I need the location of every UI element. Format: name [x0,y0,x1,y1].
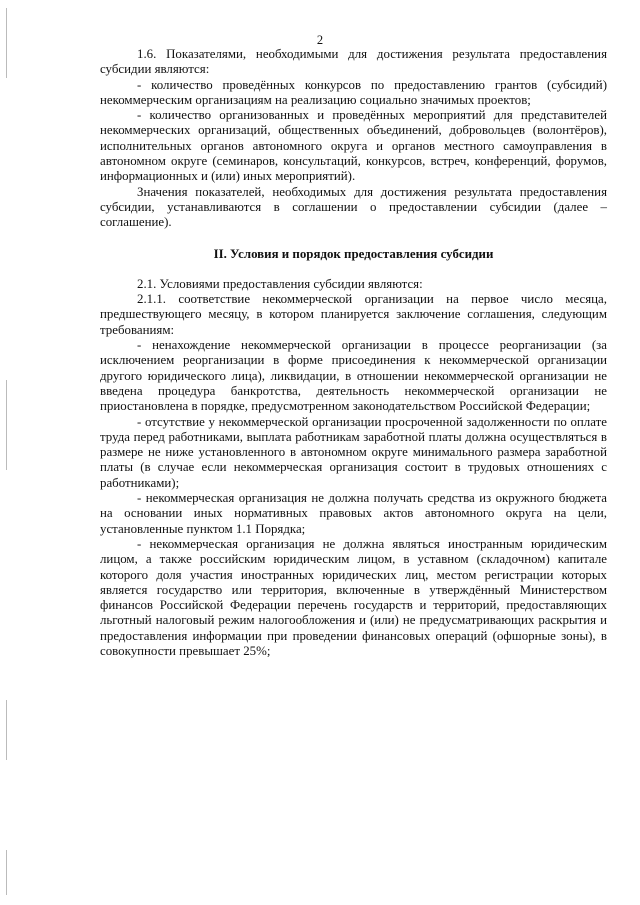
document-body [100,47,607,659]
paragraph-indicator-values: Значения показателей, необходимых для достижения результата предоставления субсидии, устанавливаются в соглашении о предоставлении субсидии (далее – соглашение). [100,184,607,230]
paragraph-1-6: 1.6. Показателями, необходимыми для достижения результата предоставления субсидии являются: [100,47,607,77]
list-item-events-count: - количество организованных и проведённых мероприятий для представителей некоммерческих организаций, общественных объединений, добровольцев (волонтёров), исполнительных органов автономного округа и органов местного самоуправления в автономном округе (семинаров, консультаций, конкурсов, встреч, конференций, форумов, информационных и (или) иных мероприятий). [100,108,607,184]
scan-edge-mark-bottom [6,850,7,895]
scan-edge-mark-middle [6,380,7,470]
list-item-contests-count: - количество проведённых конкурсов по предоставлению грантов (субсидий) некоммерческим организациям на реализацию социально значимых проектов; [100,77,607,107]
section-heading: II. Условия и порядок предоставления субсидии [213,246,494,261]
requirement-no-wage-debt: - отсутствие у некоммерческой организации просроченной задолженности по оплате труда перед работниками, выплата работникам заработной платы должна осуществляться в размере не ниже установленного в автономном округе минимального размера заработной платы (в случае если некоммерческая организация состоит в трудовых отношениях с работниками); [100,414,607,490]
requirement-no-other-budget-funds: - некоммерческая организация не должна получать средства из окружного бюджета на основании иных нормативных правовых актов автономного округа на цели, установленные пунктом 1.1 Порядка; [100,491,607,536]
requirement-no-reorganization: - ненахождение некоммерческой организации в процессе реорганизации (за исключением реорганизации в форме присоединения к некоммерческой организации другого юридического лица), ликвидации, в отношении некоммерческой организации не введена процедура банкротства, деятельность некоммерческой организации не приостановлена в порядке, предусмотренном законодательством Российской Федерации; [100,338,607,414]
page-number: 2 [316,33,324,47]
scan-edge-mark-lower [6,700,7,760]
paragraph-2-1-1: 2.1.1. соответствие некоммерческой организации на первое число месяца, предшествующего месяцу, в котором планируется заключение соглашения, следующим требованиям: [100,292,607,337]
requirement-not-foreign-entity: - некоммерческая организация не должна являться иностранным юридическим лицом, а также российским юридическим лицом, в уставном (складочном) капитале которого доля участия иностранных юридических лиц, местом регистрации которых является государство или территория, включенные в утверждённый Министерством финансов Российской Федерации перечень государств и территорий, предоставляющих льготный налоговый режим налогообложения и (или) не предусматривающих раскрытия и предоставления информации при проведении финансовых операций (офшорные зоны), в совокупности превышает 25%; [100,536,607,658]
paragraph-2-1: 2.1. Условиями предоставления субсидии являются: [137,276,423,291]
